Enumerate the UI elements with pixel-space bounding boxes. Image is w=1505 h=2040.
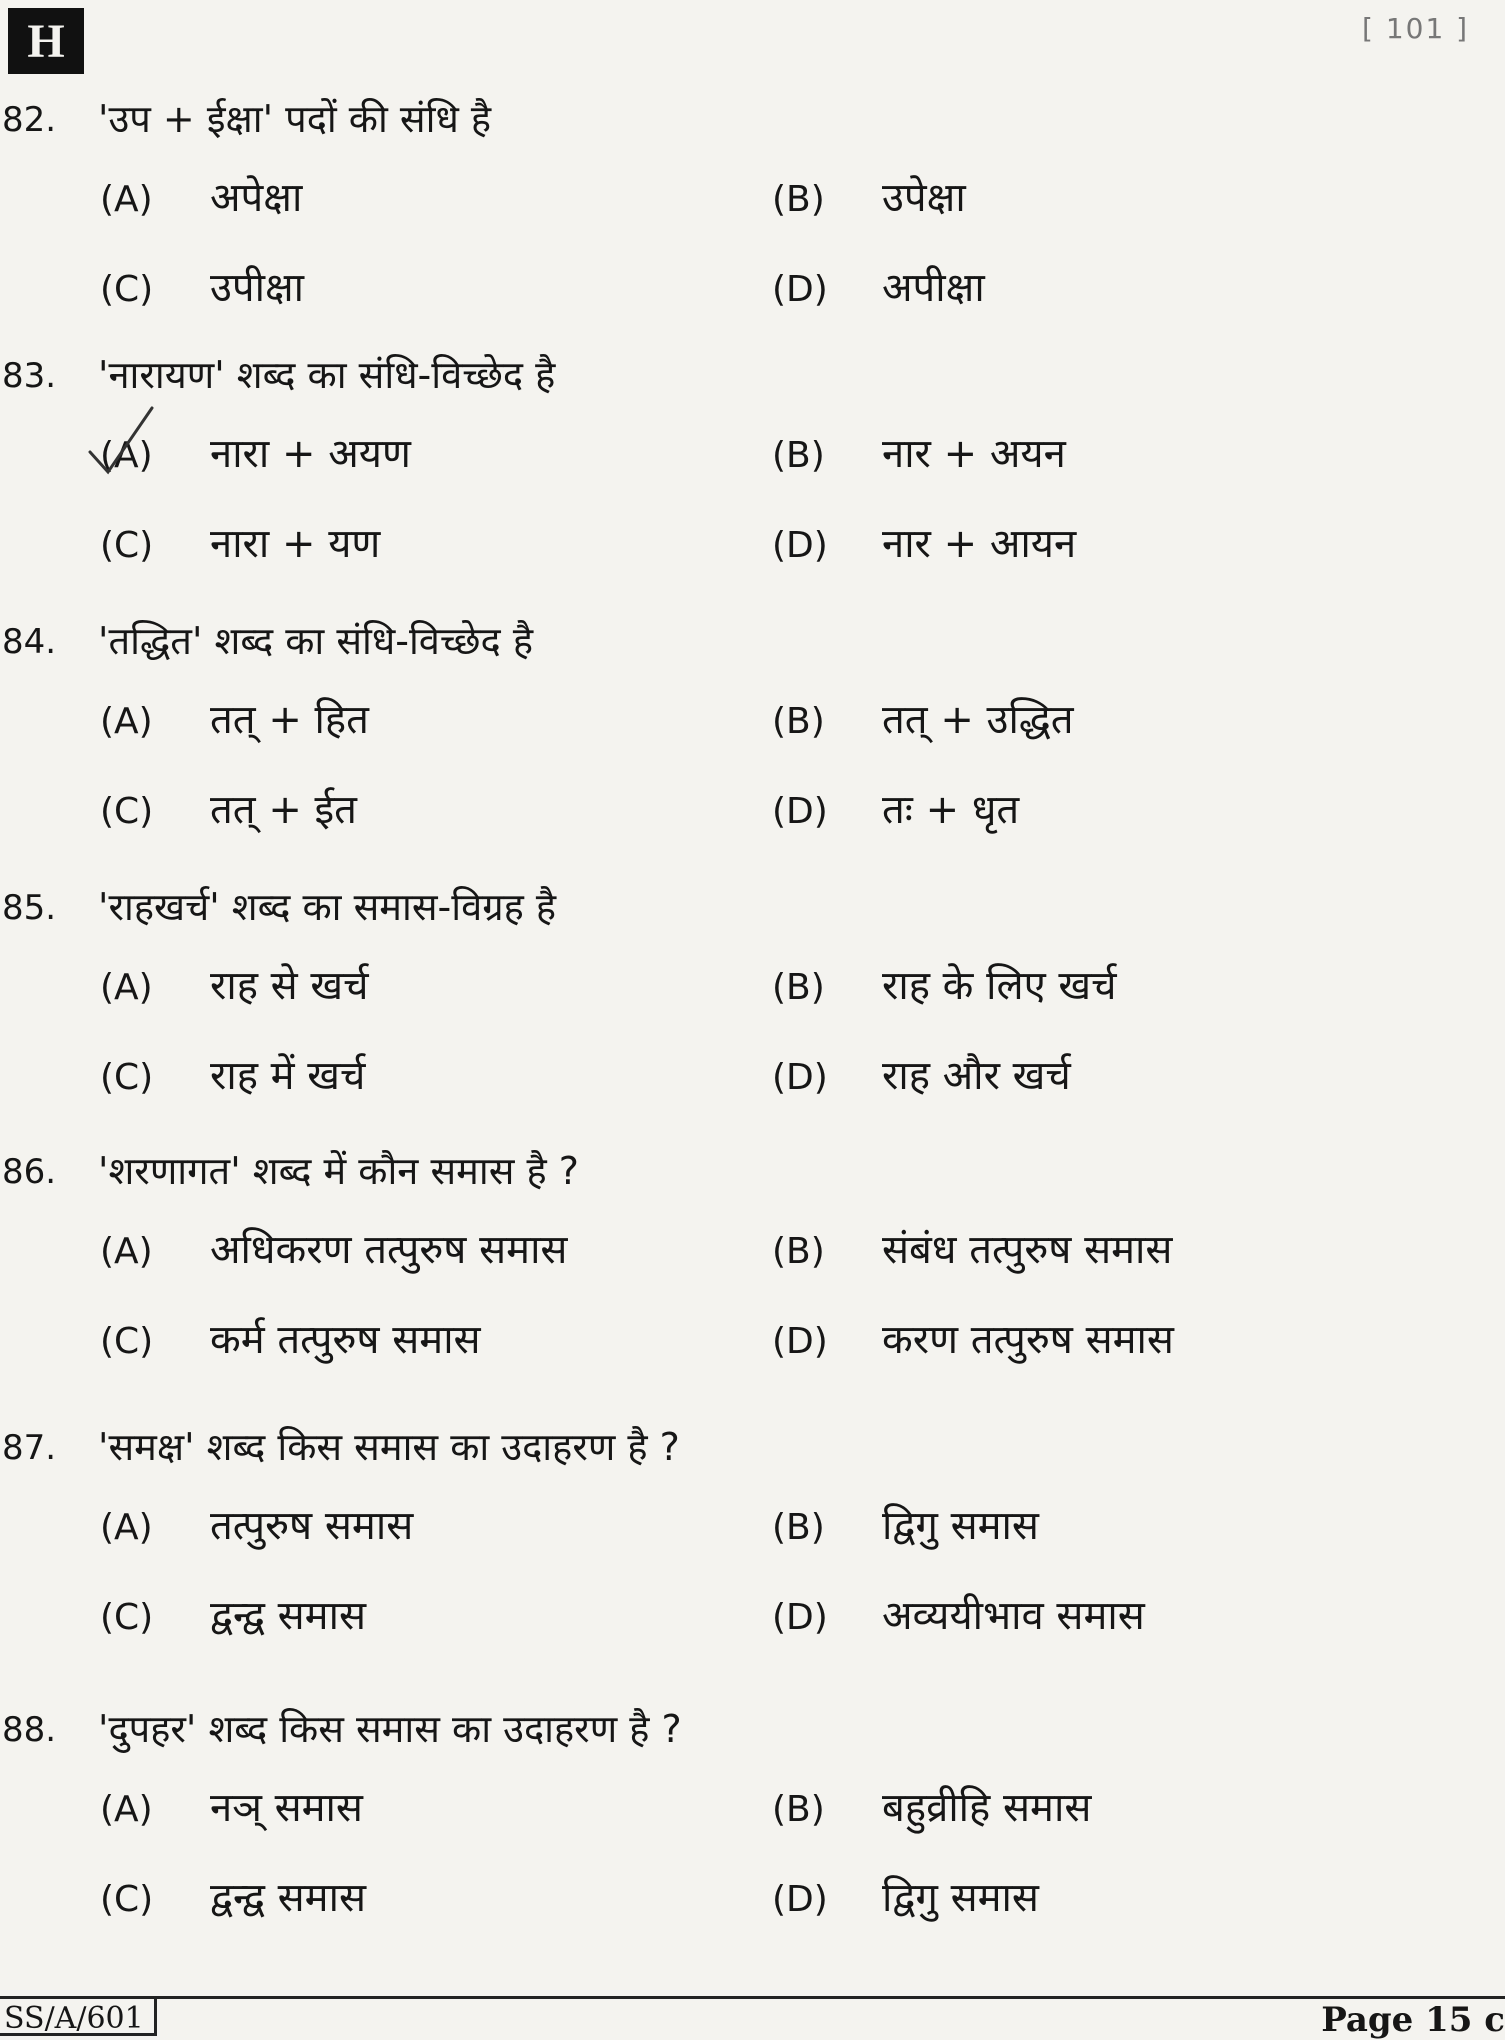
option-b	[772, 690, 1074, 745]
option-label: (A)	[100, 1507, 153, 1548]
option-text: अपीक्षा	[882, 265, 985, 311]
option-d	[772, 780, 1019, 835]
corner-code: [ 101 ]	[1362, 12, 1470, 45]
option-text: तः + धृत	[882, 787, 1020, 833]
question-87	[0, 1425, 1505, 1708]
question-text: 'समक्ष' शब्द किस समास का उदाहरण है ?	[98, 1425, 680, 1469]
option-text: द्विगु समास	[882, 1503, 1039, 1549]
paper-code: SS/A/601	[0, 1999, 157, 2036]
option-label: (A)	[100, 967, 153, 1008]
option-text: कर्म तत्पुरुष समास	[210, 1317, 481, 1363]
option-label: (B)	[772, 1789, 825, 1830]
option-text: अव्ययीभाव समास	[882, 1593, 1145, 1639]
option-text: नञ् समास	[210, 1785, 363, 1831]
option-a	[100, 690, 369, 745]
question-text: 'नारायण' शब्द का संधि-विच्छेद है	[98, 353, 556, 397]
option-label: (C)	[100, 791, 154, 832]
option-label: (D)	[772, 1879, 828, 1920]
page-number: Page 15 c	[1321, 2000, 1505, 2040]
option-text: द्वन्द्व समास	[210, 1875, 366, 1921]
question-84	[0, 619, 1505, 902]
option-a	[100, 168, 302, 223]
option-a	[100, 1778, 363, 1833]
question-number: 84.	[2, 622, 57, 662]
question-number: 88.	[2, 1710, 57, 1750]
question-text: 'शरणागत' शब्द में कौन समास है ?	[98, 1149, 579, 1193]
set-code-badge: H	[8, 8, 84, 74]
option-text: राह में खर्च	[210, 1053, 366, 1099]
option-label: (D)	[772, 1057, 828, 1098]
option-label: (B)	[772, 967, 825, 1008]
option-text: द्वन्द्व समास	[210, 1593, 366, 1639]
question-85	[0, 885, 1505, 1168]
option-text: तत् + हित	[210, 697, 369, 743]
option-c	[100, 1310, 481, 1365]
option-text: तत्पुरुष समास	[210, 1503, 414, 1549]
question-text: 'दुपहर' शब्द किस समास का उदाहरण है ?	[98, 1707, 682, 1751]
question-86	[0, 1149, 1505, 1432]
option-text: करण तत्पुरुष समास	[882, 1317, 1174, 1363]
option-text: तत् + उद्धित	[882, 697, 1074, 743]
option-text: संबंध तत्पुरुष समास	[882, 1227, 1173, 1273]
option-c	[100, 258, 304, 313]
option-text: उपीक्षा	[210, 265, 305, 311]
option-b	[772, 168, 966, 223]
option-a	[100, 1496, 413, 1551]
option-d	[772, 1310, 1174, 1365]
option-label: (C)	[100, 1321, 154, 1362]
question-text: 'तद्धित' शब्द का संधि-विच्छेद है	[98, 619, 533, 663]
option-text: तत् + ईत	[210, 787, 357, 833]
option-b	[772, 1220, 1172, 1275]
option-text: नारा + अयण	[210, 431, 411, 477]
option-label: (A)	[100, 435, 153, 476]
option-d	[772, 514, 1076, 569]
handwritten-tick-mark-icon	[86, 400, 156, 510]
option-a	[100, 1220, 567, 1275]
option-text: बहुव्रीहि समास	[882, 1785, 1092, 1831]
option-b	[772, 424, 1066, 479]
option-label: (B)	[772, 701, 825, 742]
option-text: द्विगु समास	[882, 1875, 1039, 1921]
option-c	[100, 1046, 365, 1101]
option-text: नार + आयन	[882, 521, 1077, 567]
option-a	[100, 956, 369, 1011]
option-label: (D)	[772, 791, 828, 832]
question-number: 86.	[2, 1152, 57, 1192]
question-83	[0, 353, 1505, 636]
option-text: राह के लिए खर्च	[882, 963, 1117, 1009]
option-label: (C)	[100, 269, 154, 310]
option-label: (A)	[100, 179, 153, 220]
option-text: उपेक्षा	[882, 175, 966, 221]
option-label: (A)	[100, 1231, 153, 1272]
option-text: नार + अयन	[882, 431, 1066, 477]
option-label: (C)	[100, 1879, 154, 1920]
option-b	[772, 1496, 1039, 1551]
option-c	[100, 1586, 366, 1641]
question-text: 'उप + ईक्षा' पदों की संधि है	[98, 97, 492, 141]
option-d	[772, 1868, 1039, 1923]
footer-divider	[0, 1996, 1505, 1999]
option-label: (A)	[100, 701, 153, 742]
option-b	[772, 956, 1117, 1011]
option-label: (B)	[772, 1231, 825, 1272]
question-number: 85.	[2, 888, 57, 928]
option-d	[772, 1046, 1071, 1101]
option-c	[100, 1868, 366, 1923]
option-label: (D)	[772, 1597, 828, 1638]
question-82	[0, 97, 1505, 380]
option-label: (C)	[100, 1597, 154, 1638]
option-d	[772, 258, 985, 313]
question-text: 'राहखर्च' शब्द का समास-विग्रह है	[98, 885, 557, 929]
question-number: 82.	[2, 100, 57, 140]
question-88	[0, 1707, 1505, 1990]
option-text: नारा + यण	[210, 521, 381, 567]
option-label: (A)	[100, 1789, 153, 1830]
option-label: (C)	[100, 525, 154, 566]
option-text: अधिकरण तत्पुरुष समास	[210, 1227, 568, 1273]
option-text: अपेक्षा	[210, 175, 303, 221]
option-c	[100, 514, 380, 569]
question-number: 83.	[2, 356, 57, 396]
option-c	[100, 780, 357, 835]
option-text: राह से खर्च	[210, 963, 369, 1009]
option-label: (B)	[772, 1507, 825, 1548]
question-number: 87.	[2, 1428, 57, 1468]
option-label: (B)	[772, 435, 825, 476]
option-b	[772, 1778, 1091, 1833]
option-label: (D)	[772, 1321, 828, 1362]
option-label: (B)	[772, 179, 825, 220]
option-d	[772, 1586, 1145, 1641]
option-label: (D)	[772, 269, 828, 310]
option-text: राह और खर्च	[882, 1053, 1071, 1099]
option-label: (D)	[772, 525, 828, 566]
option-label: (C)	[100, 1057, 154, 1098]
